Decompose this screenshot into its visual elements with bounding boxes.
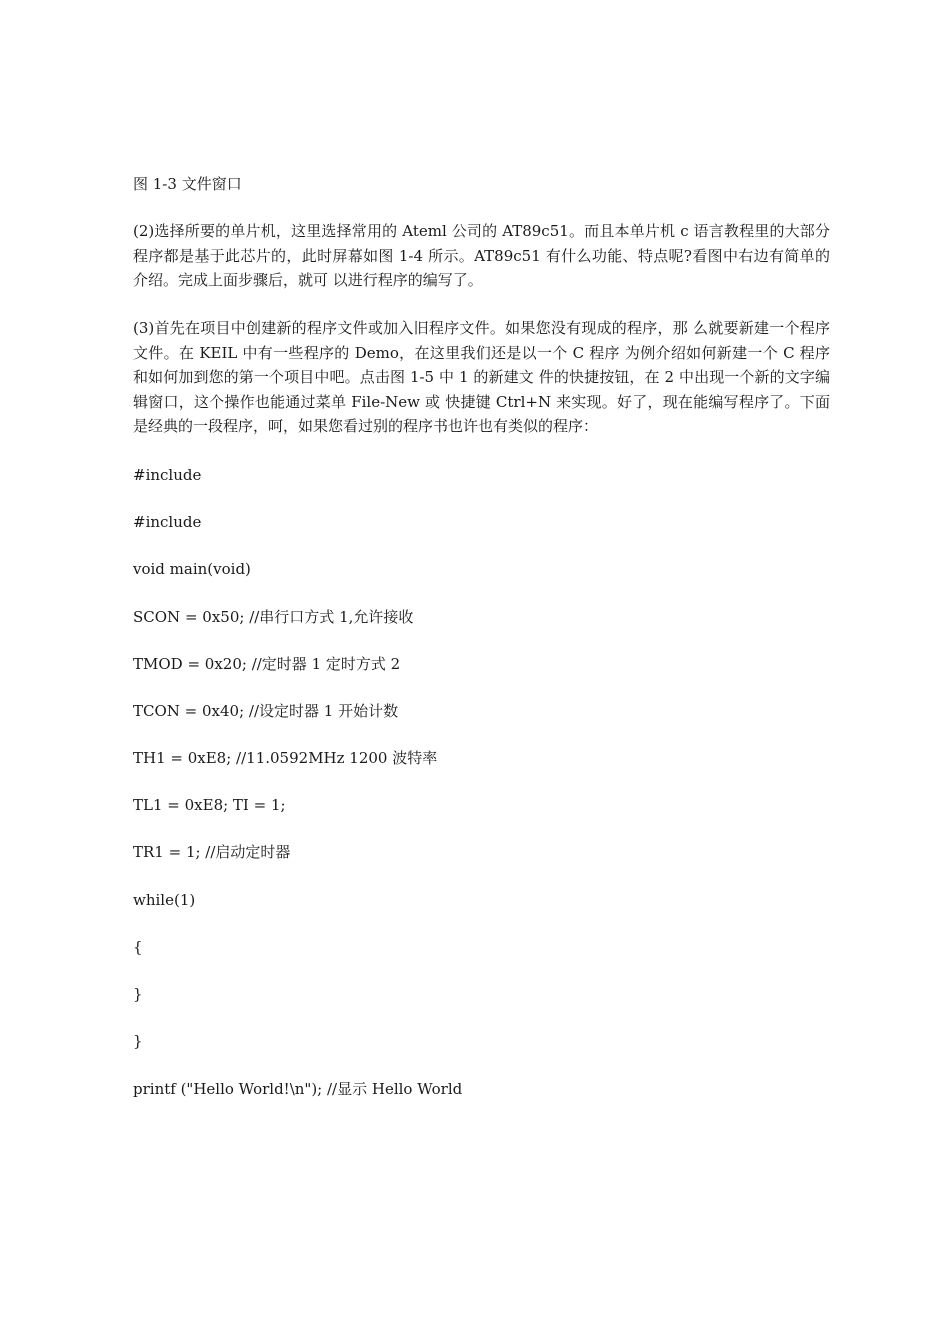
code-line: TCON = 0x40; //设定时器 1 开始计数	[133, 702, 399, 720]
code-line: SCON = 0x50; //串行口方式 1,允许接收	[133, 608, 414, 626]
code-line: }	[133, 1032, 143, 1050]
code-line: TR1 = 1; //启动定时器	[133, 843, 291, 861]
code-line: TH1 = 0xE8; //11.0592MHz 1200 波特率	[133, 749, 438, 767]
code-line: printf ("Hello World!\n"); //显示 Hello World	[133, 1080, 463, 1098]
code-line: {	[133, 938, 143, 956]
code-line: }	[133, 985, 143, 1003]
paragraph-step-3: (3)首先在项目中创建新的程序文件或加入旧程序文件。如果您没有现成的程序，那 么就要新建一个程序文件。在 KEIL 中有一些程序的 Demo，在这里我们还是以一个 C 程序 为例介绍如何新建一个 C 程序和如何加到您的第一个项目中吧。点击图 1-5 中 1 的新建文 件的快捷按钮，在 2 中出现一个新的文字编辑窗口，这个操作也能通过菜单 File-New 或 快捷键 Ctrl+N 来实现。好了，现在能编写程序了。下面是经典的一段程序，呵，如果您看过别的程序书也许也有类似的程序：	[133, 319, 830, 435]
code-line: TL1 = 0xE8; TI = 1;	[133, 796, 286, 814]
code-line: #include	[133, 466, 202, 484]
paragraph-step-2: (2)选择所要的单片机，这里选择常用的 Ateml 公司的 AT89c51。而且本单片机 c 语言教程里的大部分程序都是基于此芯片的，此时屏幕如图 1-4 所示。AT89c51 有什么功能、特点呢?看图中右边有简单的介绍。完成上面步骤后，就可 以进行程序的编写了。	[133, 222, 830, 289]
code-line: #include	[133, 513, 202, 531]
code-line: while(1)	[133, 891, 196, 909]
code-line: void main(void)	[133, 560, 251, 578]
code-line: TMOD = 0x20; //定时器 1 定时方式 2	[133, 655, 401, 673]
figure-caption: 图 1-3 文件窗口	[133, 175, 242, 193]
